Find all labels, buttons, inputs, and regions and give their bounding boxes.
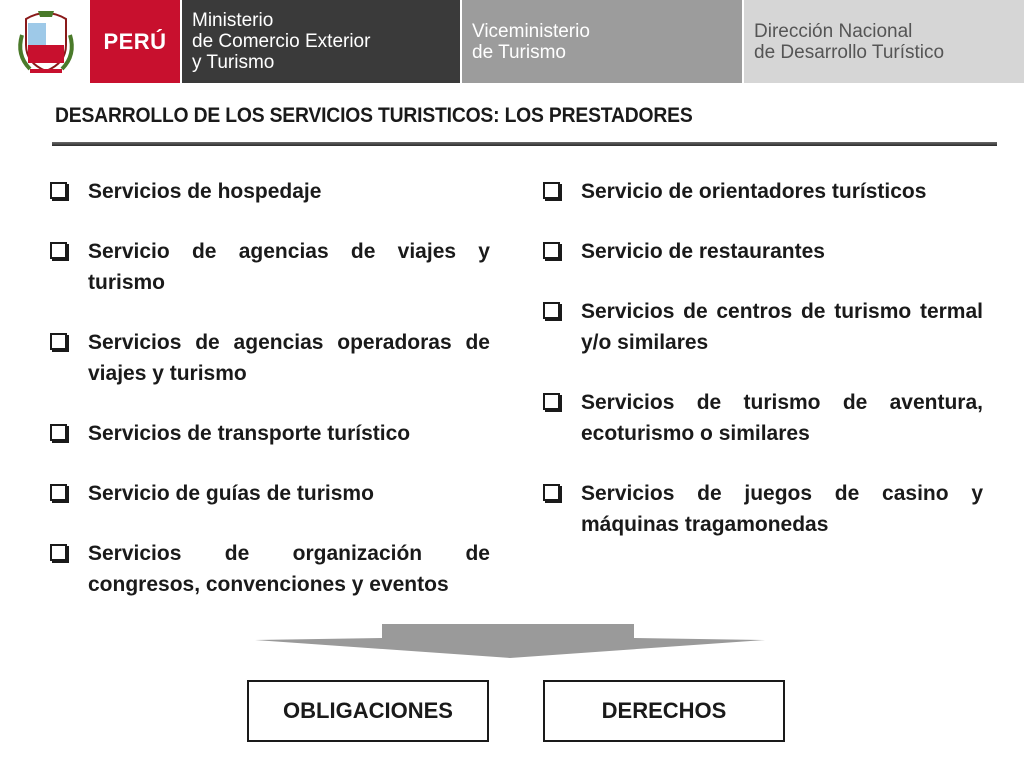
right-service-list bbox=[543, 176, 983, 569]
list-item-text: Servicios de transporte turístico bbox=[88, 422, 411, 445]
checkbox-bullet-icon bbox=[50, 242, 67, 259]
obligations-box bbox=[247, 680, 489, 742]
checkbox-bullet-icon bbox=[543, 302, 560, 319]
list-item bbox=[50, 176, 490, 207]
list-item bbox=[50, 538, 490, 600]
ministry-name bbox=[182, 0, 460, 83]
list-item-text: Servicios de juegos de casino y máquinas tragamonedas bbox=[581, 482, 983, 536]
rights-label: DERECHOS bbox=[601, 698, 727, 723]
list-item bbox=[543, 176, 983, 207]
checkbox-bullet-icon bbox=[543, 182, 560, 199]
list-item-text: Servicios de hospedaje bbox=[88, 180, 322, 203]
list-item-text: Servicios de agencias operadoras de viajes y turismo bbox=[88, 331, 490, 385]
list-item-text: Servicios de turismo de aventura, ecoturismo o similares bbox=[581, 391, 983, 445]
checkbox-bullet-icon bbox=[50, 424, 67, 441]
rights-box bbox=[543, 680, 785, 742]
checkbox-bullet-icon bbox=[50, 484, 67, 501]
checkbox-bullet-icon bbox=[543, 393, 560, 410]
left-service-list bbox=[50, 176, 490, 629]
header-banner bbox=[0, 0, 1024, 83]
checkbox-bullet-icon bbox=[50, 182, 67, 199]
list-item-text: Servicio de orientadores turísticos bbox=[581, 180, 927, 203]
list-item-text: Servicios de organización de congresos, convenciones y eventos bbox=[88, 542, 490, 596]
list-item-text: Servicio de agencias de viajes y turismo bbox=[88, 240, 490, 294]
list-item bbox=[50, 236, 490, 298]
list-item bbox=[543, 236, 983, 267]
list-item bbox=[50, 418, 490, 449]
direction-name bbox=[744, 0, 1024, 83]
direction-line-2: de Desarrollo Turístico bbox=[754, 41, 945, 63]
viceministry-line-1: Viceministerio bbox=[472, 20, 590, 42]
page-title: DESARROLLO DE LOS SERVICIOS TURISTICOS: LOS PRESTADORES bbox=[55, 104, 693, 127]
list-item bbox=[50, 478, 490, 509]
viceministry-line-2: de Turismo bbox=[472, 41, 566, 63]
list-item-text: Servicios de centros de turismo termal y/o similares bbox=[581, 300, 983, 354]
title-divider bbox=[52, 142, 997, 146]
national-coat-of-arms-icon bbox=[12, 5, 80, 77]
checkbox-bullet-icon bbox=[50, 544, 67, 561]
direction-line-1: Dirección Nacional bbox=[754, 20, 913, 42]
checkbox-bullet-icon bbox=[543, 484, 560, 501]
checkbox-bullet-icon bbox=[50, 333, 67, 350]
list-item bbox=[543, 478, 983, 540]
list-item-text: Servicio de restaurantes bbox=[581, 240, 825, 263]
peru-label: PERÚ bbox=[90, 0, 180, 83]
list-item bbox=[50, 327, 490, 389]
ministry-line-1: Ministerio bbox=[192, 10, 274, 31]
list-item bbox=[543, 387, 983, 449]
list-item bbox=[543, 296, 983, 358]
checkbox-bullet-icon bbox=[543, 242, 560, 259]
ministry-line-3: y Turismo bbox=[192, 52, 275, 73]
obligations-label: OBLIGACIONES bbox=[283, 698, 453, 723]
down-arrow-icon bbox=[255, 620, 765, 660]
ministry-line-2: de Comercio Exterior bbox=[192, 31, 371, 52]
list-item-text: Servicio de guías de turismo bbox=[88, 482, 374, 505]
viceministry-name bbox=[462, 0, 742, 83]
